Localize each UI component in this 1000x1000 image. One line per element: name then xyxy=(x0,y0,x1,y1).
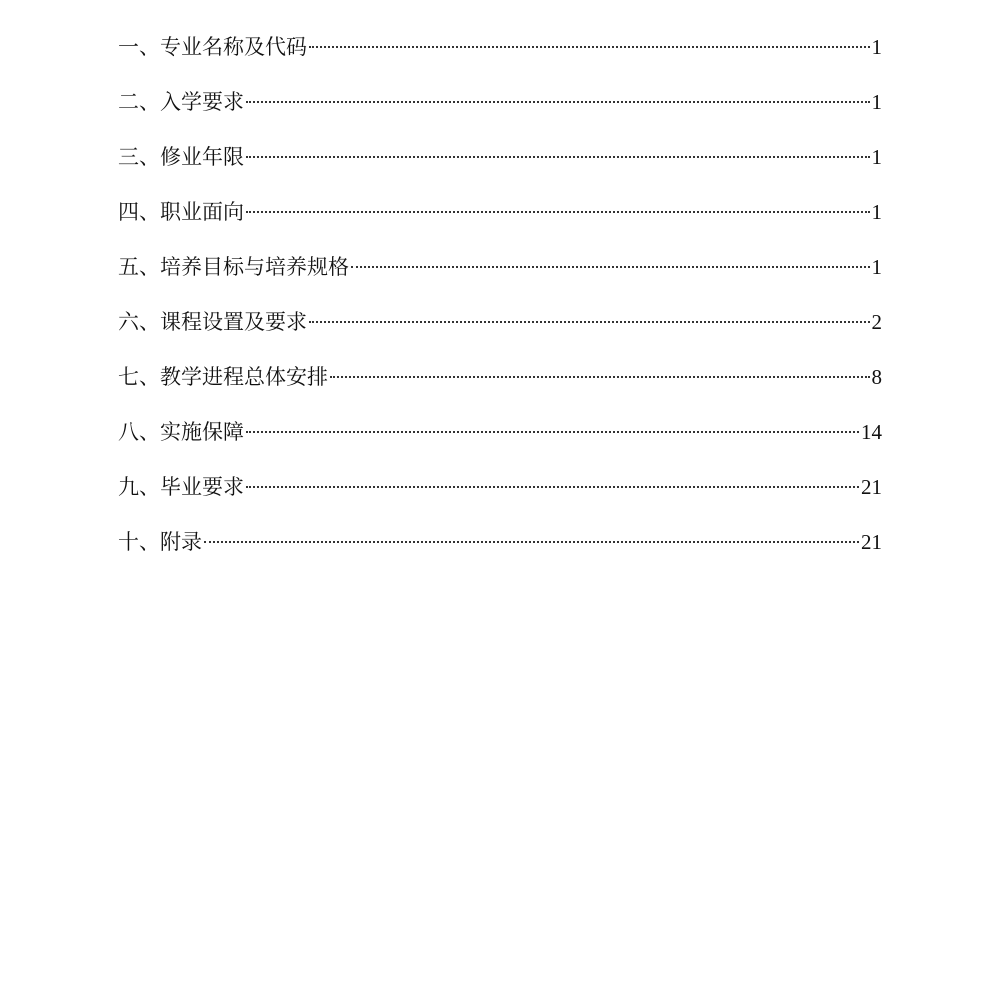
toc-entry-number: 八、 xyxy=(118,420,160,444)
toc-entry-page: 2 xyxy=(871,310,882,334)
toc-entry-page: 21 xyxy=(861,530,882,554)
toc-entry-page: 1 xyxy=(871,90,882,114)
toc-entry-page: 21 xyxy=(861,475,882,499)
toc-entry-number: 五、 xyxy=(118,255,160,279)
toc-entry-title: 毕业要求 xyxy=(160,475,244,499)
toc-entry-title: 入学要求 xyxy=(160,90,244,114)
toc-dot-leader xyxy=(309,46,870,48)
toc-dot-leader xyxy=(246,156,870,158)
toc-dot-leader xyxy=(246,101,870,103)
toc-entry-number: 九、 xyxy=(118,475,160,499)
toc-entry-title: 专业名称及代码 xyxy=(160,35,307,59)
toc-entry-number: 十、 xyxy=(118,530,160,554)
toc-entry-title: 修业年限 xyxy=(160,145,244,169)
toc-dot-leader xyxy=(204,541,859,543)
toc-entry-number: 三、 xyxy=(118,145,160,169)
toc-entry-page: 1 xyxy=(871,35,882,59)
toc-entry-1[interactable] xyxy=(118,30,882,85)
toc-entry-8[interactable] xyxy=(118,415,882,470)
toc-entry-9[interactable] xyxy=(118,470,882,525)
toc-entry-page: 14 xyxy=(861,420,882,444)
toc-entry-7[interactable] xyxy=(118,360,882,415)
toc-dot-leader xyxy=(246,431,859,433)
toc-entry-title: 培养目标与培养规格 xyxy=(160,255,349,279)
toc-entry-title: 附录 xyxy=(160,530,202,554)
toc-dot-leader xyxy=(351,266,870,268)
toc-entry-page: 1 xyxy=(871,145,882,169)
toc-entry-number: 一、 xyxy=(118,35,160,59)
toc-dot-leader xyxy=(246,211,870,213)
toc-entry-page: 8 xyxy=(871,365,882,389)
toc-entry-3[interactable] xyxy=(118,140,882,195)
toc-entry-page: 1 xyxy=(871,255,882,279)
toc-entry-4[interactable] xyxy=(118,195,882,250)
toc-entry-title: 课程设置及要求 xyxy=(160,310,307,334)
toc-entry-number: 四、 xyxy=(118,200,160,224)
toc-entry-title: 实施保障 xyxy=(160,420,244,444)
toc-entry-2[interactable] xyxy=(118,85,882,140)
toc-entry-number: 七、 xyxy=(118,365,160,389)
toc-dot-leader xyxy=(309,321,870,323)
toc-entry-number: 六、 xyxy=(118,310,160,334)
toc-entry-10[interactable] xyxy=(118,525,882,580)
toc-entry-title: 教学进程总体安排 xyxy=(160,365,328,389)
toc-dot-leader xyxy=(330,376,870,378)
toc-entry-5[interactable] xyxy=(118,250,882,305)
toc-entry-page: 1 xyxy=(871,200,882,224)
toc-entry-6[interactable] xyxy=(118,305,882,360)
toc-entry-number: 二、 xyxy=(118,90,160,114)
table-of-contents xyxy=(118,30,882,580)
toc-entry-title: 职业面向 xyxy=(160,200,244,224)
toc-dot-leader xyxy=(246,486,859,488)
